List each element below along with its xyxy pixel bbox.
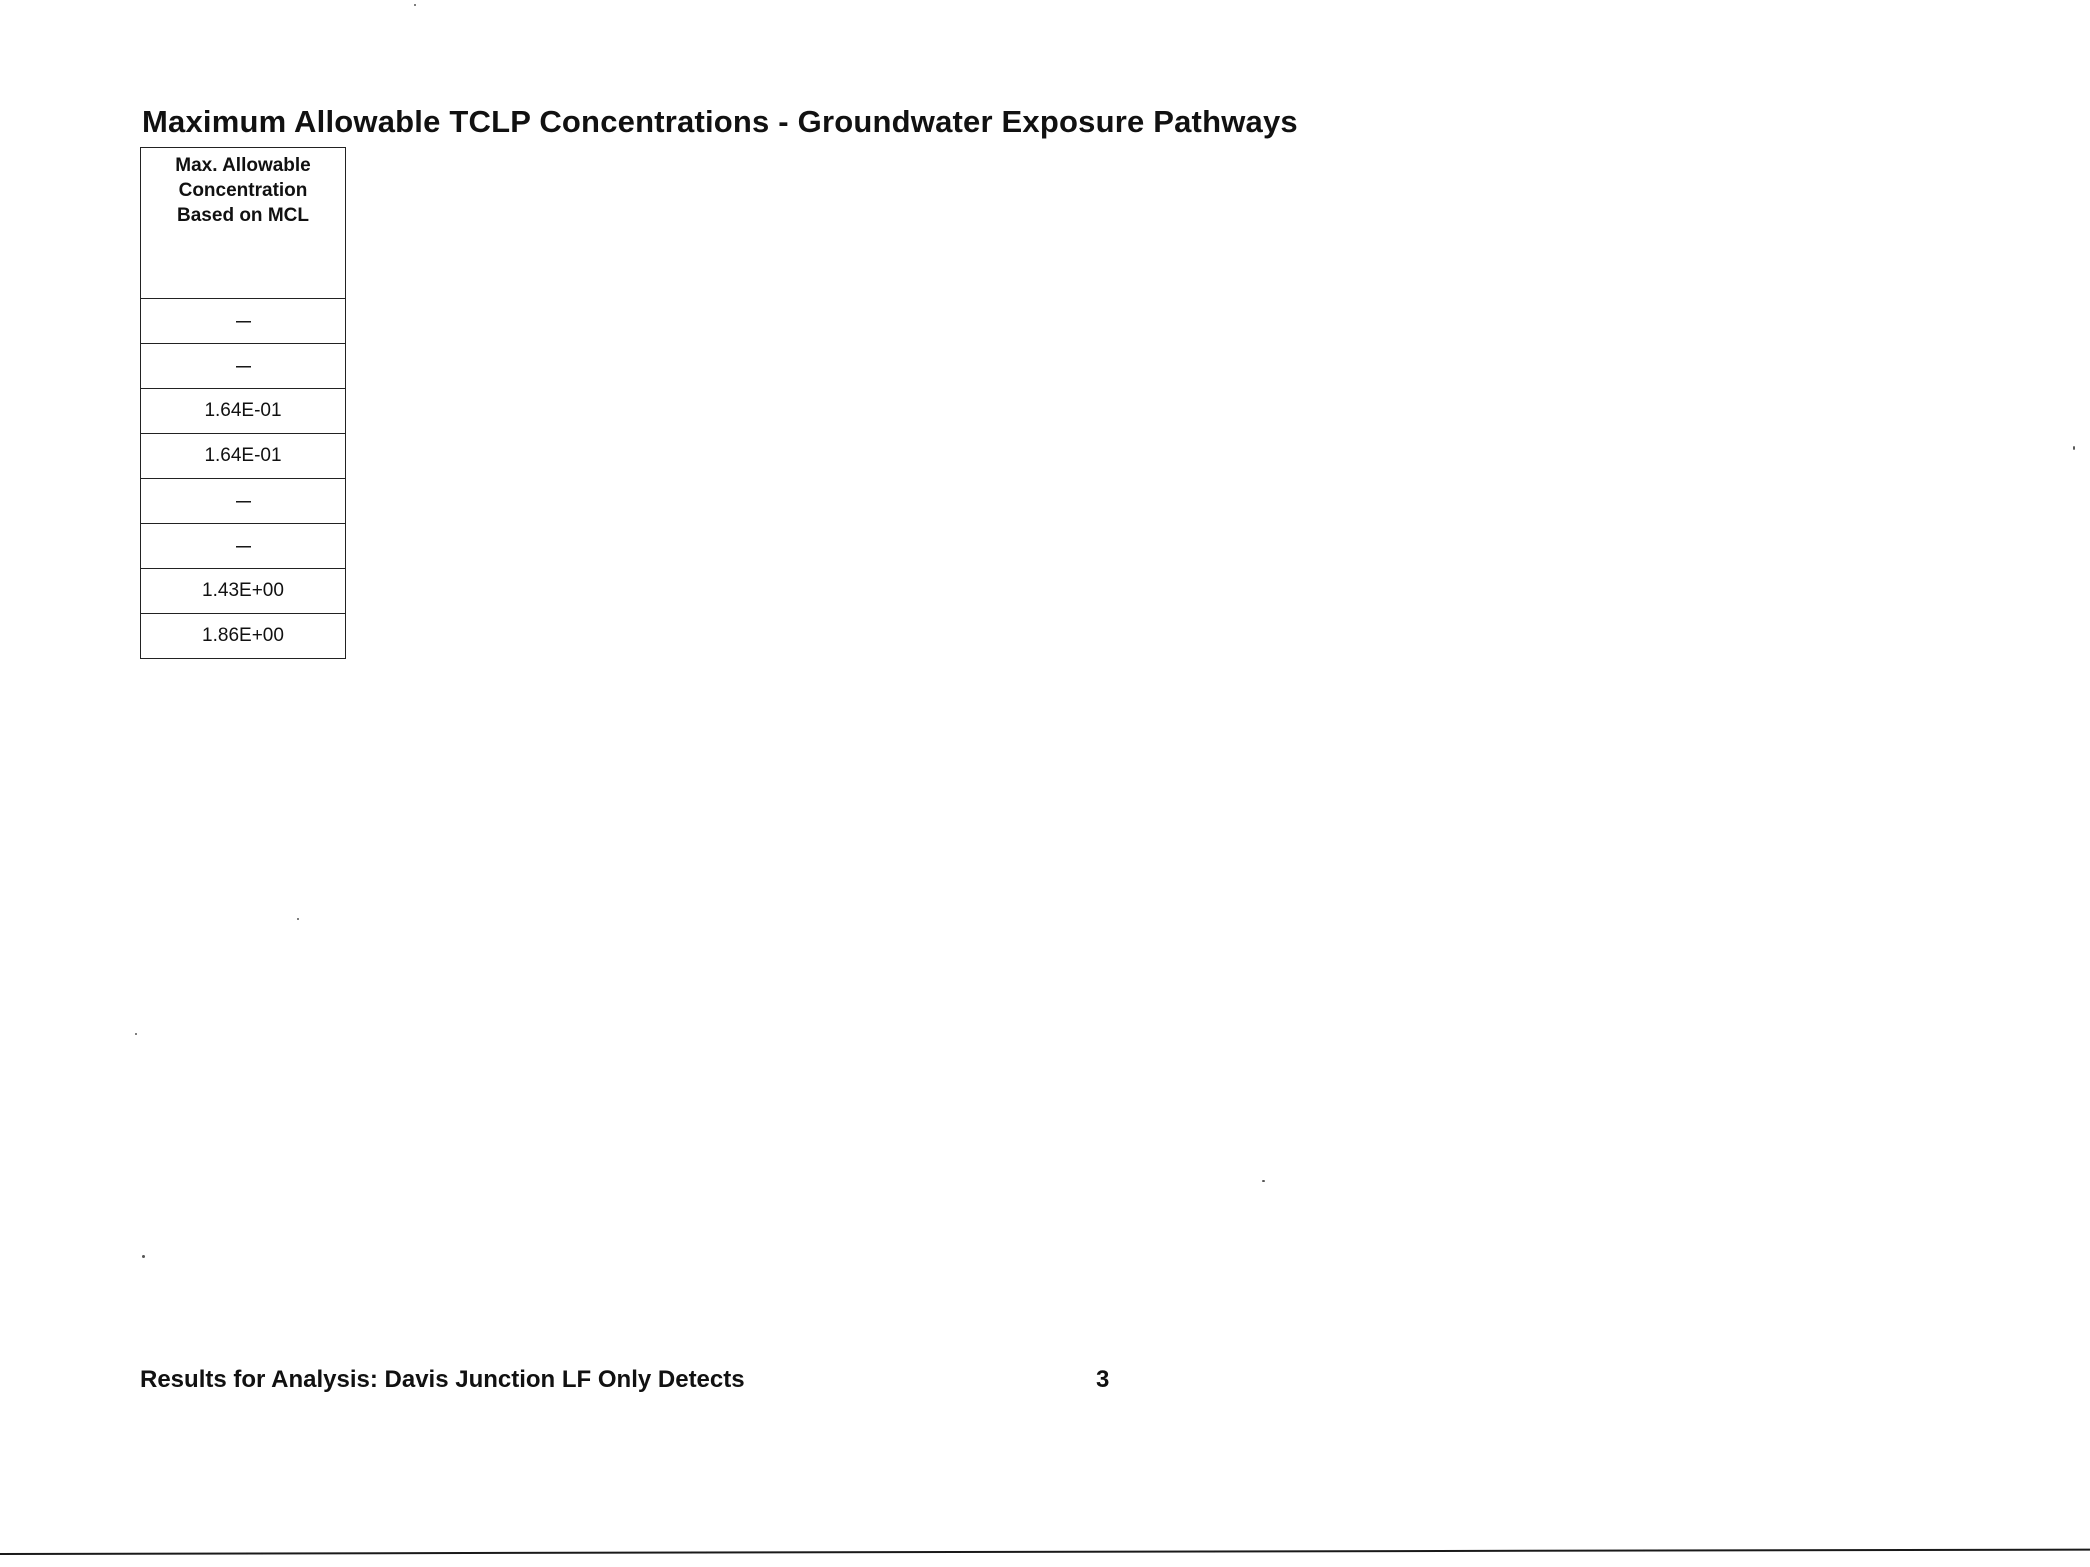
scan-speck <box>297 918 299 920</box>
table-row <box>141 614 346 659</box>
footer-analysis-label: Results for Analysis: Davis Junction LF Only Detects <box>140 1366 745 1393</box>
table-cell: — <box>141 479 346 524</box>
table-cell: — <box>141 299 346 344</box>
table-cell: — <box>141 524 346 569</box>
bottom-rule <box>0 1549 2090 1555</box>
concentration-table <box>140 147 346 659</box>
table-cell: 1.64E-01 <box>141 434 346 479</box>
scan-speck <box>2073 446 2075 450</box>
page-number: 3 <box>1096 1366 1110 1393</box>
page-title: Maximum Allowable TCLP Concentrations - Groundwater Exposure Pathways <box>142 104 1298 139</box>
column-header-label: Max. Allowable Concentration Based on MCL <box>175 155 311 226</box>
scan-speck <box>414 4 416 6</box>
table-row <box>141 344 346 389</box>
table-cell: 1.43E+00 <box>141 569 346 614</box>
table-row <box>141 524 346 569</box>
table-row <box>141 569 346 614</box>
scan-speck <box>142 1255 145 1258</box>
table-cell: 1.86E+00 <box>141 614 346 659</box>
table-cell: 1.64E-01 <box>141 389 346 434</box>
table-cell: — <box>141 344 346 389</box>
scan-speck <box>135 1033 137 1035</box>
table-row <box>141 479 346 524</box>
table-row <box>141 434 346 479</box>
table-header-row <box>141 148 346 299</box>
column-header-max-allowable-concentration <box>141 148 346 299</box>
table-row <box>141 299 346 344</box>
table-row <box>141 389 346 434</box>
scan-speck <box>1262 1180 1265 1182</box>
